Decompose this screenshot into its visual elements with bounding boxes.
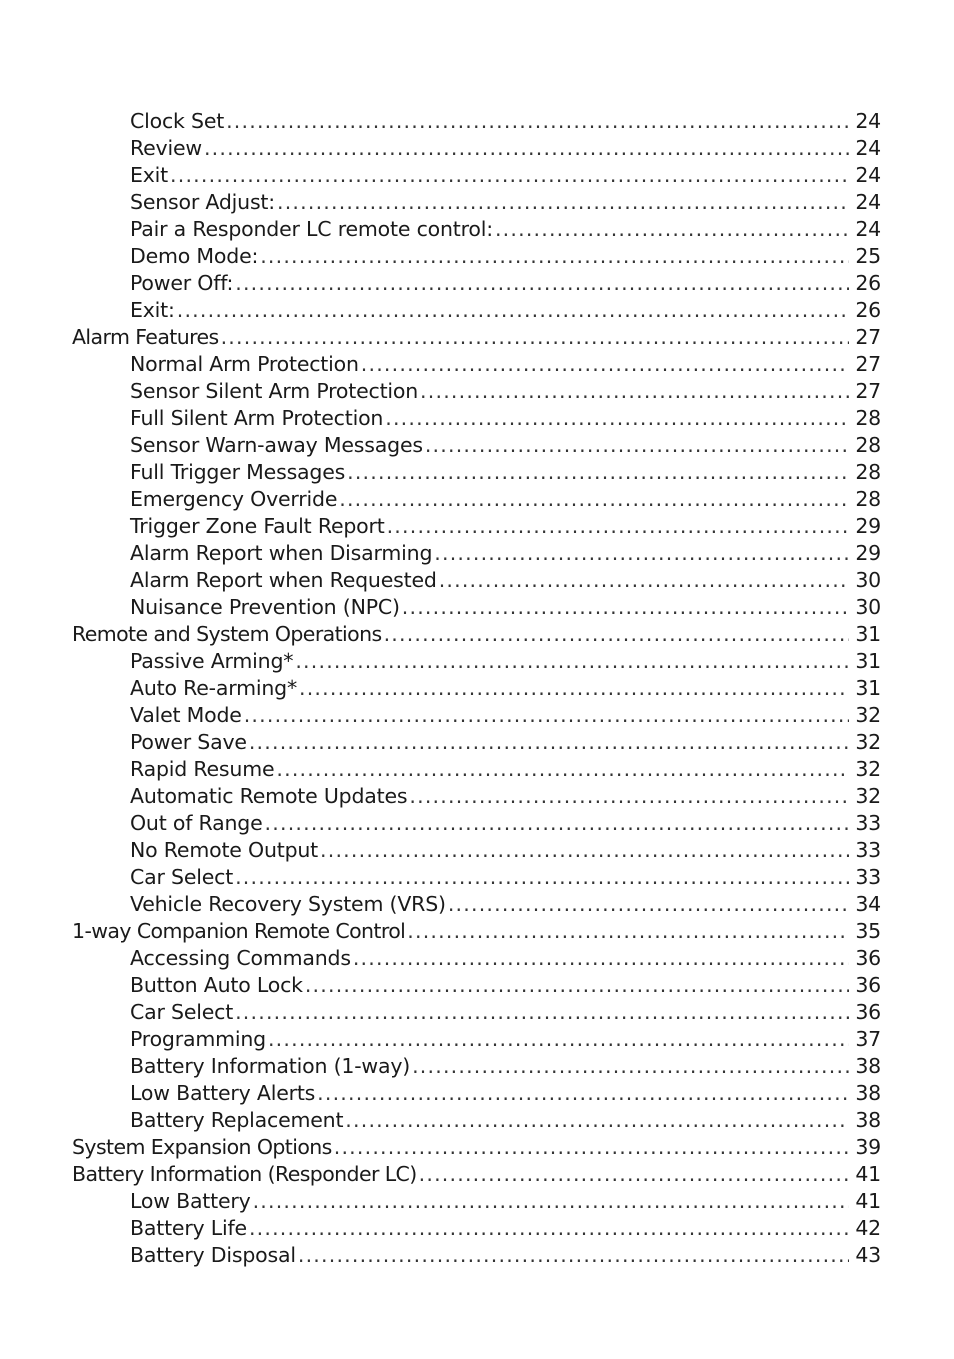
- toc-entry-title: Car Select: [130, 1000, 234, 1024]
- toc-entry-page-number: 25: [855, 244, 881, 268]
- toc-entry-title: Pair a Responder LC remote control:: [130, 217, 493, 241]
- toc-subsection-entry[interactable]: [0, 351, 954, 378]
- toc-entry-title: Valet Mode: [130, 703, 242, 727]
- toc-entry-title: Car Select: [130, 865, 234, 889]
- toc-entry-page-number: 41: [855, 1189, 881, 1213]
- toc-dot-leader: [235, 864, 849, 891]
- toc-dot-leader: [235, 999, 849, 1026]
- toc-entry-title: Trigger Zone Fault Report: [130, 514, 385, 538]
- toc-entry-page-number: 24: [855, 163, 881, 187]
- toc-entry-title: Battery Replacement: [130, 1108, 344, 1132]
- toc-entry-title: Full Silent Arm Protection: [130, 406, 384, 430]
- table-of-contents: [0, 108, 954, 1269]
- toc-entry-page-number: 32: [855, 757, 881, 781]
- toc-entry-page-number: 27: [855, 379, 881, 403]
- toc-entry-page-number: 37: [855, 1027, 881, 1051]
- toc-entry-page-number: 26: [855, 298, 881, 322]
- toc-dot-leader: [204, 135, 849, 162]
- toc-subsection-entry[interactable]: [0, 108, 954, 135]
- toc-entry-page-number: 28: [855, 433, 881, 457]
- toc-dot-leader: [235, 270, 849, 297]
- toc-subsection-entry[interactable]: [0, 243, 954, 270]
- toc-entry-title: Sensor Warn-away Messages: [130, 433, 423, 457]
- toc-subsection-entry[interactable]: [0, 1242, 954, 1269]
- toc-entry-title: System Expansion Options: [72, 1135, 332, 1159]
- toc-dot-leader: [305, 972, 849, 999]
- toc-dot-leader: [299, 675, 849, 702]
- toc-dot-leader: [298, 1242, 849, 1269]
- toc-entry-page-number: 36: [855, 946, 881, 970]
- toc-entry-title: Auto Re-arming*: [130, 676, 297, 700]
- toc-section-entry[interactable]: [0, 1134, 954, 1161]
- toc-subsection-entry[interactable]: [0, 135, 954, 162]
- toc-subsection-entry[interactable]: [0, 756, 954, 783]
- toc-entry-page-number: 24: [855, 217, 881, 241]
- toc-dot-leader: [265, 810, 850, 837]
- toc-subsection-entry[interactable]: [0, 864, 954, 891]
- toc-subsection-entry[interactable]: [0, 972, 954, 999]
- toc-entry-title: Sensor Silent Arm Protection: [130, 379, 419, 403]
- toc-subsection-entry[interactable]: [0, 540, 954, 567]
- toc-subsection-entry[interactable]: [0, 783, 954, 810]
- toc-section-entry[interactable]: [0, 918, 954, 945]
- toc-dot-leader: [295, 648, 849, 675]
- toc-entry-page-number: 28: [855, 487, 881, 511]
- toc-entry-page-number: 36: [855, 1000, 881, 1024]
- toc-subsection-entry[interactable]: [0, 945, 954, 972]
- toc-entry-page-number: 39: [855, 1135, 881, 1159]
- toc-dot-leader: [170, 162, 849, 189]
- toc-entry-title: Rapid Resume: [130, 757, 275, 781]
- toc-entry-page-number: 31: [855, 649, 881, 673]
- toc-entry-title: Battery Life: [130, 1216, 247, 1240]
- toc-dot-leader: [276, 756, 849, 783]
- toc-dot-leader: [412, 1053, 849, 1080]
- toc-entry-page-number: 32: [855, 703, 881, 727]
- toc-dot-leader: [347, 459, 849, 486]
- toc-section-entry[interactable]: [0, 324, 954, 351]
- toc-dot-leader: [339, 486, 849, 513]
- toc-entry-page-number: 38: [855, 1108, 881, 1132]
- toc-entry-title: Power Off:: [130, 271, 234, 295]
- toc-dot-leader: [439, 567, 850, 594]
- toc-entry-page-number: 28: [855, 460, 881, 484]
- toc-entry-page-number: 28: [855, 406, 881, 430]
- toc-dot-leader: [384, 621, 850, 648]
- toc-entry-page-number: 38: [855, 1081, 881, 1105]
- toc-subsection-entry[interactable]: [0, 594, 954, 621]
- toc-entry-page-number: 33: [855, 865, 881, 889]
- toc-entry-page-number: 24: [855, 109, 881, 133]
- toc-subsection-entry[interactable]: [0, 162, 954, 189]
- toc-subsection-entry[interactable]: [0, 405, 954, 432]
- toc-dot-leader: [334, 1134, 850, 1161]
- toc-dot-leader: [221, 324, 850, 351]
- toc-entry-title: 1-way Companion Remote Control: [72, 919, 406, 943]
- toc-dot-leader: [407, 918, 849, 945]
- toc-entry-page-number: 38: [855, 1054, 881, 1078]
- toc-entry-title: Vehicle Recovery System (VRS): [130, 892, 446, 916]
- toc-subsection-entry[interactable]: [0, 297, 954, 324]
- toc-subsection-entry[interactable]: [0, 378, 954, 405]
- toc-dot-leader: [361, 351, 850, 378]
- toc-entry-title: Low Battery: [130, 1189, 251, 1213]
- toc-subsection-entry[interactable]: [0, 486, 954, 513]
- toc-dot-leader: [419, 1161, 850, 1188]
- toc-subsection-entry[interactable]: [0, 270, 954, 297]
- toc-entry-page-number: 27: [855, 352, 881, 376]
- toc-entry-title: Programming: [130, 1027, 266, 1051]
- toc-dot-leader: [420, 378, 849, 405]
- toc-subsection-entry[interactable]: [0, 1026, 954, 1053]
- toc-entry-title: Power Save: [130, 730, 247, 754]
- toc-dot-leader: [425, 432, 849, 459]
- toc-subsection-entry[interactable]: [0, 702, 954, 729]
- toc-entry-page-number: 33: [855, 811, 881, 835]
- toc-dot-leader: [177, 297, 850, 324]
- toc-dot-leader: [345, 1107, 849, 1134]
- toc-subsection-entry[interactable]: [0, 999, 954, 1026]
- toc-dot-leader: [495, 216, 849, 243]
- toc-dot-leader: [249, 1215, 849, 1242]
- toc-entry-title: Remote and System Operations: [72, 622, 382, 646]
- toc-subsection-entry[interactable]: [0, 648, 954, 675]
- toc-entry-title: Alarm Features: [72, 325, 219, 349]
- toc-entry-page-number: 35: [855, 919, 881, 943]
- toc-entry-title: Button Auto Lock: [130, 973, 303, 997]
- toc-entry-page-number: 30: [855, 568, 881, 592]
- toc-entry-title: Automatic Remote Updates: [130, 784, 408, 808]
- toc-entry-page-number: 43: [855, 1243, 881, 1267]
- toc-entry-title: Accessing Commands: [130, 946, 351, 970]
- toc-subsection-entry[interactable]: [0, 567, 954, 594]
- toc-entry-title: Review: [130, 136, 202, 160]
- toc-dot-leader: [268, 1026, 849, 1053]
- toc-entry-page-number: 30: [855, 595, 881, 619]
- toc-subsection-entry[interactable]: [0, 837, 954, 864]
- toc-entry-title: Nuisance Prevention (NPC): [130, 595, 400, 619]
- toc-dot-leader: [402, 594, 850, 621]
- toc-dot-leader: [409, 783, 849, 810]
- toc-dot-leader: [434, 540, 849, 567]
- toc-subsection-entry[interactable]: [0, 1215, 954, 1242]
- toc-subsection-entry[interactable]: [0, 216, 954, 243]
- toc-entry-title: Battery Disposal: [130, 1243, 296, 1267]
- toc-subsection-entry[interactable]: [0, 1107, 954, 1134]
- toc-subsection-entry[interactable]: [0, 675, 954, 702]
- toc-entry-page-number: 26: [855, 271, 881, 295]
- toc-entry-page-number: 32: [855, 784, 881, 808]
- toc-entry-page-number: 29: [855, 541, 881, 565]
- toc-dot-leader: [260, 243, 849, 270]
- toc-dot-leader: [317, 1080, 849, 1107]
- toc-subsection-entry[interactable]: [0, 432, 954, 459]
- toc-entry-title: Normal Arm Protection: [130, 352, 359, 376]
- toc-entry-page-number: 34: [855, 892, 881, 916]
- toc-entry-title: Alarm Report when Requested: [130, 568, 437, 592]
- toc-entry-title: Clock Set: [130, 109, 225, 133]
- toc-dot-leader: [320, 837, 849, 864]
- toc-subsection-entry[interactable]: [0, 513, 954, 540]
- toc-entry-page-number: 29: [855, 514, 881, 538]
- toc-entry-title: Battery Information (1-way): [130, 1054, 411, 1078]
- toc-dot-leader: [253, 1188, 850, 1215]
- toc-entry-title: Out of Range: [130, 811, 263, 835]
- toc-subsection-entry[interactable]: [0, 891, 954, 918]
- toc-dot-leader: [249, 729, 849, 756]
- toc-dot-leader: [353, 945, 849, 972]
- toc-entry-page-number: 24: [855, 136, 881, 160]
- toc-section-entry[interactable]: [0, 621, 954, 648]
- toc-entry-page-number: 36: [855, 973, 881, 997]
- toc-entry-title: Full Trigger Messages: [130, 460, 346, 484]
- toc-entry-page-number: 41: [855, 1162, 881, 1186]
- toc-entry-title: Sensor Adjust:: [130, 190, 275, 214]
- toc-subsection-entry[interactable]: [0, 1188, 954, 1215]
- toc-dot-leader: [226, 108, 849, 135]
- toc-entry-title: Exit:: [130, 298, 175, 322]
- toc-entry-title: Alarm Report when Disarming: [130, 541, 433, 565]
- toc-entry-title: Emergency Override: [130, 487, 338, 511]
- toc-dot-leader: [277, 189, 849, 216]
- toc-entry-title: Low Battery Alerts: [130, 1081, 316, 1105]
- toc-subsection-entry[interactable]: [0, 459, 954, 486]
- toc-subsection-entry[interactable]: [0, 1053, 954, 1080]
- toc-entry-title: Battery Information (Responder LC): [72, 1162, 417, 1186]
- toc-entry-title: Passive Arming*: [130, 649, 294, 673]
- toc-entry-page-number: 31: [855, 676, 881, 700]
- toc-section-entry[interactable]: [0, 1161, 954, 1188]
- toc-dot-leader: [385, 405, 849, 432]
- toc-subsection-entry[interactable]: [0, 189, 954, 216]
- toc-subsection-entry[interactable]: [0, 1080, 954, 1107]
- toc-dot-leader: [387, 513, 850, 540]
- toc-entry-page-number: 27: [855, 325, 881, 349]
- toc-entry-title: Demo Mode:: [130, 244, 259, 268]
- toc-entry-title: Exit: [130, 163, 169, 187]
- toc-entry-page-number: 31: [855, 622, 881, 646]
- toc-dot-leader: [244, 702, 850, 729]
- toc-entry-page-number: 33: [855, 838, 881, 862]
- toc-subsection-entry[interactable]: [0, 729, 954, 756]
- toc-entry-page-number: 32: [855, 730, 881, 754]
- toc-entry-title: No Remote Output: [130, 838, 319, 862]
- toc-entry-page-number: 24: [855, 190, 881, 214]
- toc-entry-page-number: 42: [855, 1216, 881, 1240]
- toc-dot-leader: [448, 891, 849, 918]
- toc-subsection-entry[interactable]: [0, 810, 954, 837]
